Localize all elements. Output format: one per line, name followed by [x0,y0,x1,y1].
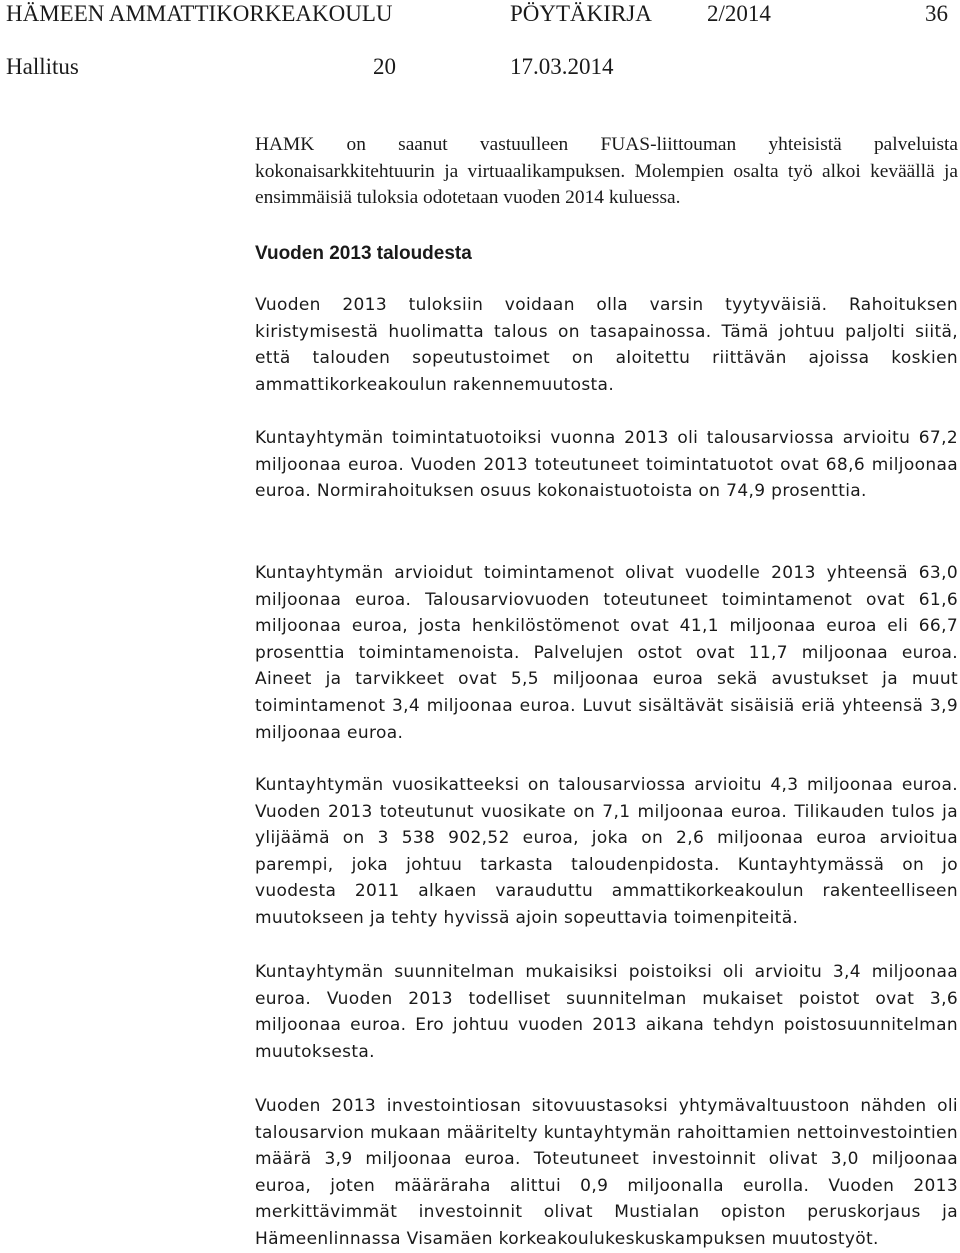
governing-body: Hallitus [6,54,79,79]
document-type: PÖYTÄKIRJA [510,1,652,26]
page-number: 36 [925,1,948,26]
paragraph: Kuntayhtymän suunnitelman mukaisiksi poistoiksi oli arvioitu 3,4 miljoonaa euroa. Vuoden 2013 todelliset suunnitelman mukaiset poistot ovat 3,6 miljoonaa euroa. Ero johtuu vuoden 2013 aikana tehdyn poistosuunnitelman muutoksesta. [255,962,958,1062]
document-number: 2/2014 [707,1,771,26]
document-header [0,1,960,27]
section-paragraph-2 [255,425,958,505]
paragraph: Vuoden 2013 tuloksiin voidaan olla varsin tyytyväisiä. Rahoituksen kiristymisestä huolimatta talous on tasapainossa. Tämä johtuu paljolti siitä, että talouden sopeutustoimet on aloitettu riittävän ajoissa koskien ammattikorkeakoulun rakennemuutosta. [255,295,958,395]
section-title-block [255,241,958,268]
section-paragraph-3 [255,560,958,746]
intro-paragraph: HAMK on saanut vastuulleen FUAS-liittouman yhteisistä palveluista kokonaisarkkitehtuurin ja virtuaalikampuksen. Molempien osalta työ alkoi keväällä ja ensimmäisiä tuloksia odotetaan vuoden 2014 kuluessa. [255,134,958,209]
paragraph: Kuntayhtymän toimintatuotoiksi vuonna 2013 oli talousarviossa arvioitu 67,2 miljoonaa euroa. Vuoden 2013 toteutuneet toimintatuotot ovat 68,6 miljoonaa euroa. Normirahoituksen osuus kokonaistuotoista on 74,9 prosenttia. [255,428,958,502]
meeting-date: 17.03.2014 [510,54,614,79]
intro-block [255,132,958,212]
paragraph: Kuntayhtymän arvioidut toimintamenot olivat vuodelle 2013 yhteensä 63,0 miljoonaa euroa. Talousarviovuoden toteutuneet toimintamenot ovat 61,6 miljoonaa euroa, josta henkilöstömenot ovat 41,1 miljoonaa euroa eli 66,7 prosenttia toimintamenoista. Palvelujen ostot ovat 11,7 miljoonaa euroa. Aineet ja tarvikkeet ovat 5,5 miljoonaa euroa sekä avustukset ja muut toimintamenot 3,4 miljoonaa euroa. Luvut sisältävät sisäisiä eriä yhteensä 3,9 miljoonaa euroa. [255,563,958,743]
section-paragraph-4 [255,772,958,932]
paragraph: Kuntayhtymän vuosikatteeksi on talousarviossa arvioitu 4,3 miljoonaa euroa. Vuoden 2013 toteutunut vuosikate on 7,1 miljoonaa euroa. Tilikauden tulos ja ylijäämä on 3 538 902,52 euroa, joka on 2,6 miljoonaa euroa arvioitua parempi, joka johtuu tarkasta taloudenpidosta. Kuntayhtymässä on jo vuodesta 2011 alkaen varauduttu ammattikorkeakoulun rakenteelliseen muutokseen ja tehty hyvissä ajoin sopeuttavia toimenpiteitä. [255,775,958,928]
section-paragraph-6 [255,1093,958,1253]
section-paragraph-1 [255,292,958,398]
section-number: 20 [373,54,396,79]
meeting-header [0,54,960,80]
organization-name: HÄMEEN AMMATTIKORKEAKOULU [6,1,393,26]
paragraph: Vuoden 2013 investointiosan sitovuustasoksi yhtymävaltuustoon nähden oli talousarvion mukaan määritelty kuntayhtymän rahoittamien nettoinvestointien määrä 3,9 miljoonaa euroa. Toteutuneet investoinnit olivat 3,0 miljoonaa euroa, joten määräraha alittui 0,9 miljoonalla eurolla. Vuoden 2013 merkittävimmät investoinnit olivat Mustialan opiston peruskorjaus ja Hämeenlinnassa Visamäen korkeakoulukeskuskampuksen muutostyöt. [255,1096,958,1249]
section-title: Vuoden 2013 taloudesta [255,243,472,264]
section-paragraph-5 [255,959,958,1065]
